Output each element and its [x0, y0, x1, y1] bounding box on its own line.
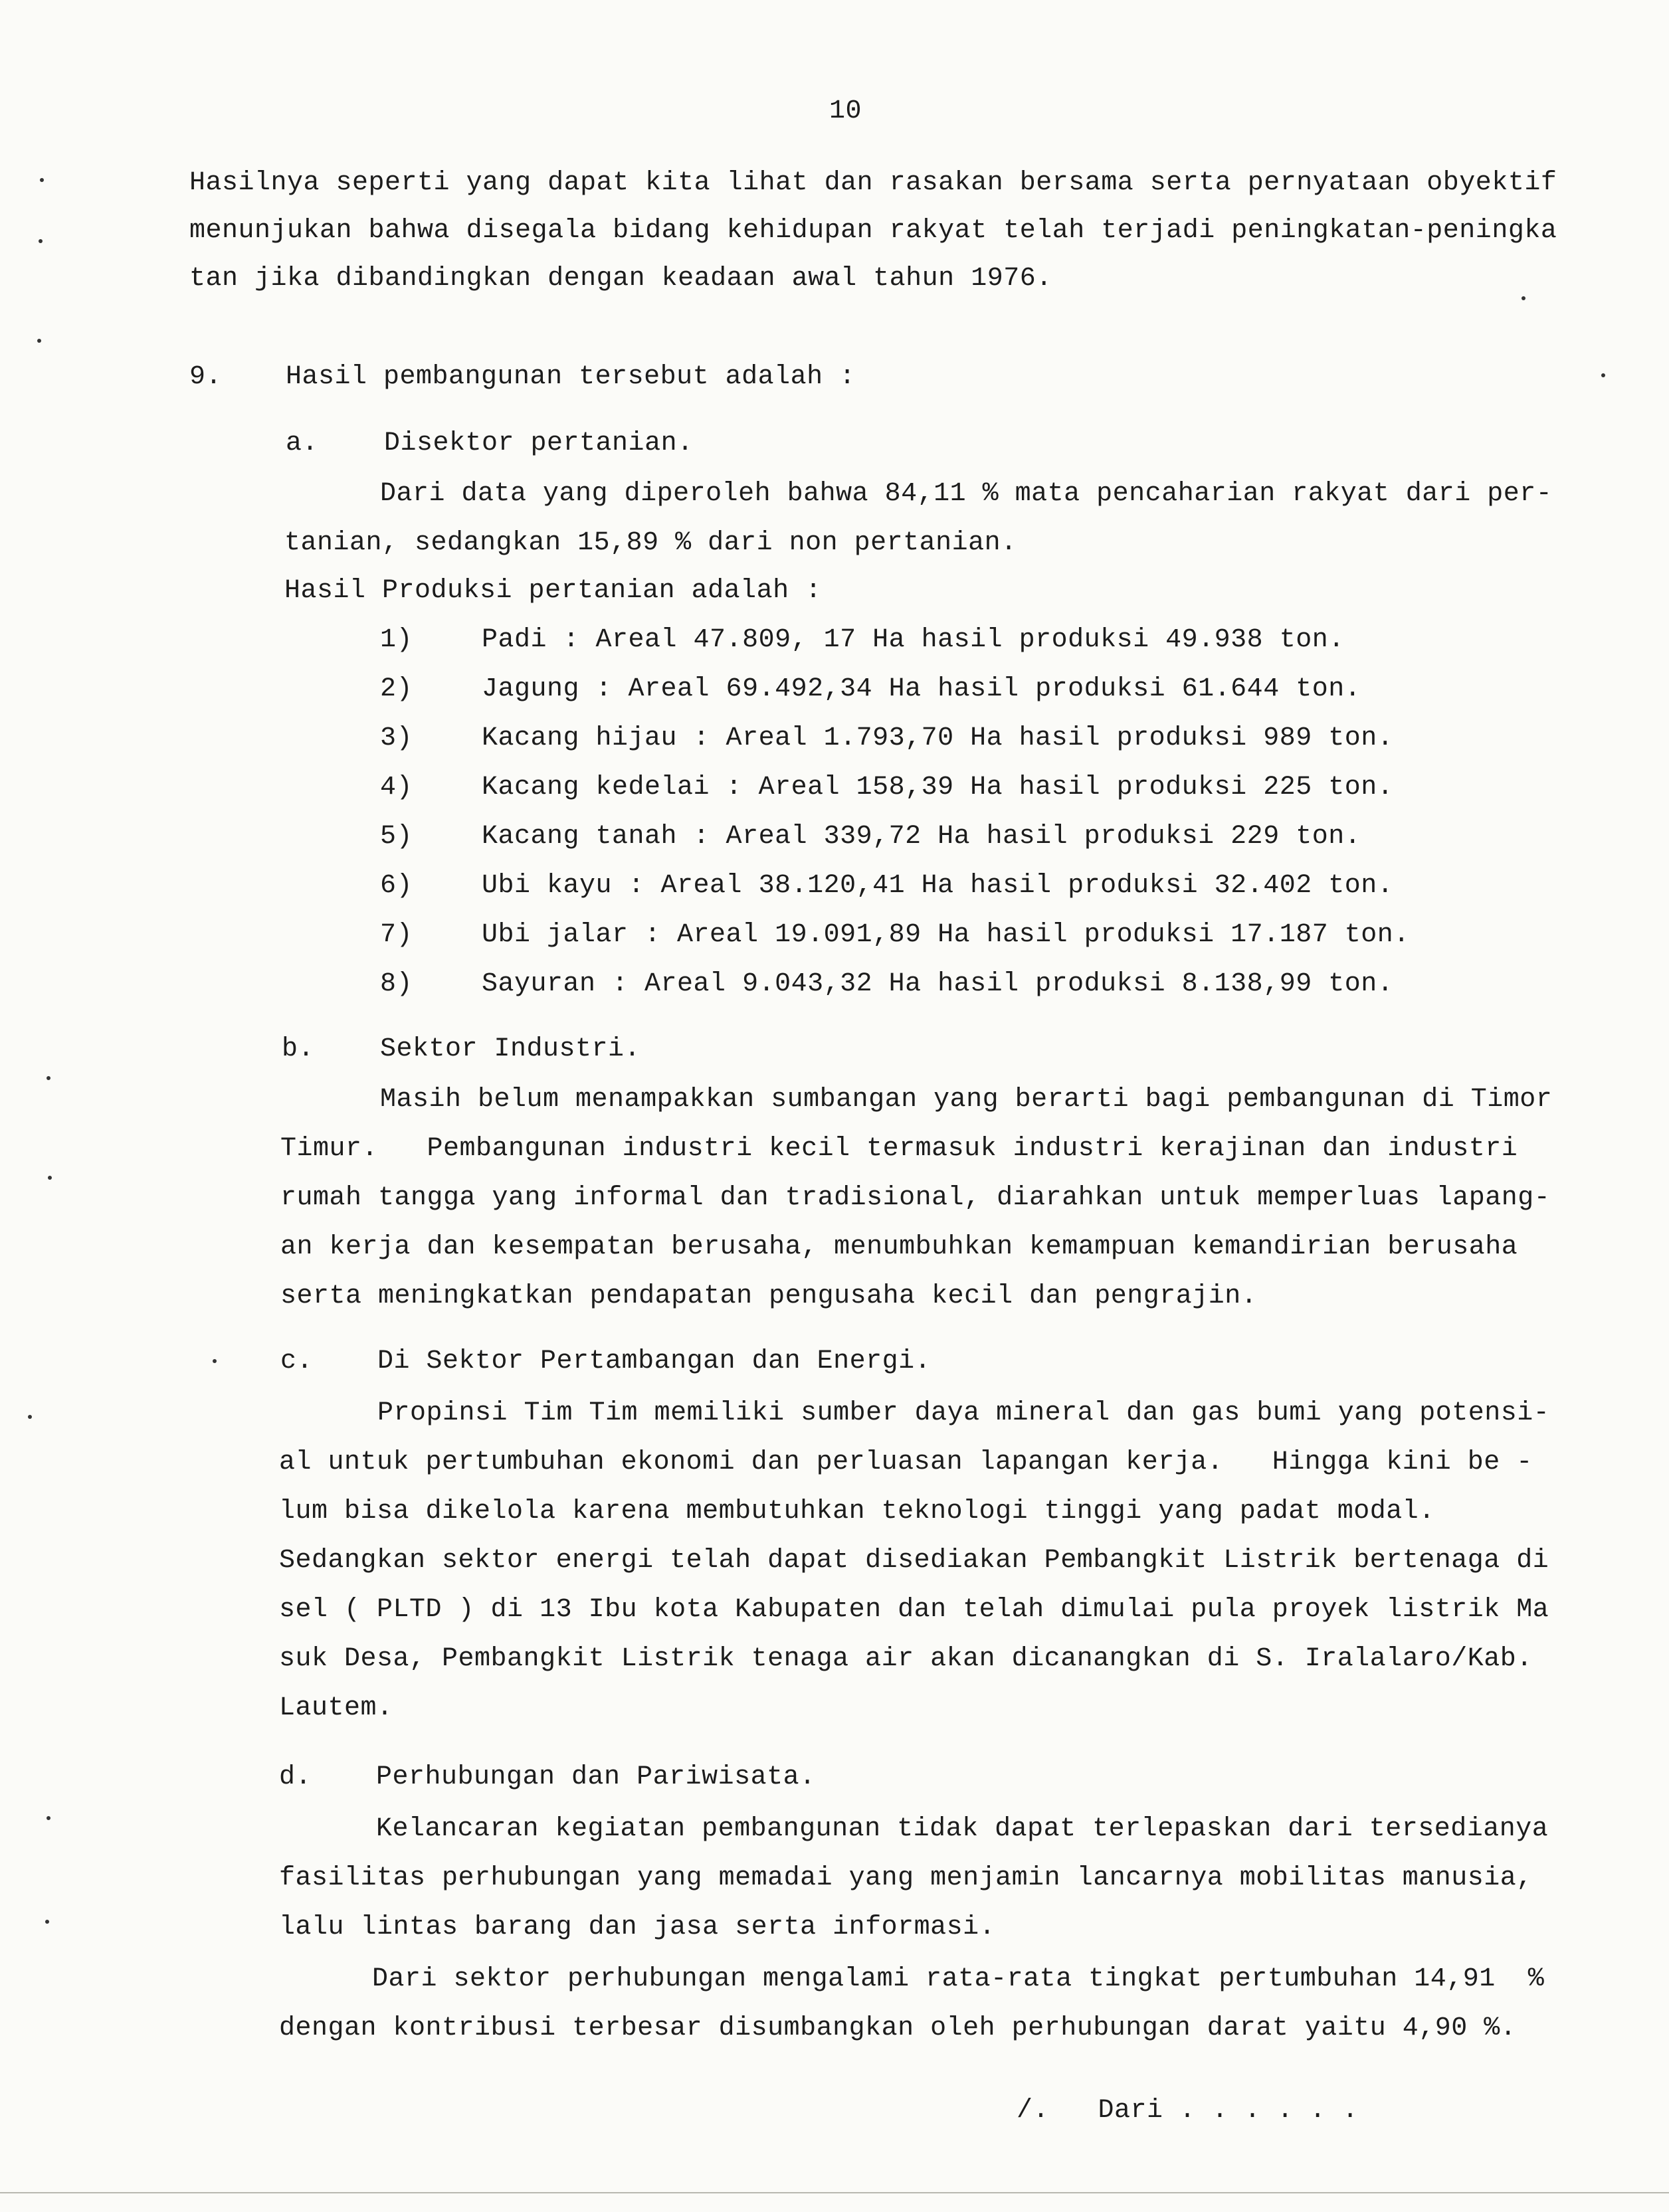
produksi-item-6-text: Ubi kayu : Areal 38.120,41 Ha hasil produksi 32.402 ton. [482, 871, 1394, 901]
scan-speck [40, 178, 44, 182]
section-c-line-2: al untuk pertumbuhan ekonomi dan perluasan lapangan kerja. Hingga kini be - [279, 1447, 1533, 1477]
produksi-heading: Hasil Produksi pertanian adalah : [284, 576, 822, 606]
section-c-line-5: sel ( PLTD ) di 13 Ibu kota Kabupaten dan telah dimulai pula proyek listrik Ma [279, 1595, 1549, 1625]
produksi-item-8-text: Sayuran : Areal 9.043,32 Ha hasil produksi 8.138,99 ton. [482, 969, 1394, 999]
produksi-item-7-num: 7) [380, 920, 413, 950]
point-9-text: Hasil pembangunan tersebut adalah : [286, 362, 856, 392]
intro-line-2: menunjukan bahwa disegala bidang kehidupan rakyat telah terjadi peningkatan-peningka [189, 216, 1557, 246]
section-d-title: Perhubungan dan Pariwisata. [376, 1762, 816, 1792]
scan-speck [28, 1415, 32, 1419]
produksi-item-4-num: 4) [380, 773, 413, 802]
scan-speck [1601, 373, 1605, 377]
scan-speck [45, 1920, 49, 1924]
section-c-line-4: Sedangkan sektor energi telah dapat disediakan Pembangkit Listrik bertenaga di [279, 1546, 1549, 1576]
produksi-item-6-num: 6) [380, 871, 413, 901]
section-d-label: d. [279, 1762, 312, 1792]
point-9-number: 9. [189, 362, 223, 392]
produksi-item-2-text: Jagung : Areal 69.492,34 Ha hasil produksi 61.644 ton. [482, 674, 1361, 704]
intro-line-3: tan jika dibandingkan dengan keadaan awal tahun 1976. [189, 264, 1052, 294]
produksi-item-7-text: Ubi jalar : Areal 19.091,89 Ha hasil produksi 17.187 ton. [482, 920, 1410, 950]
section-b-line-4: an kerja dan kesempatan berusaha, menumbuhkan kemampuan kemandirian berusaha [280, 1232, 1518, 1262]
produksi-item-8-num: 8) [380, 969, 413, 999]
scan-speck [213, 1359, 217, 1363]
produksi-item-3-num: 3) [380, 723, 413, 753]
scan-speck [48, 1176, 52, 1180]
produksi-item-1-text: Padi : Areal 47.809, 17 Ha hasil produksi 49.938 ton. [482, 625, 1345, 655]
section-d-line-1: Kelancaran kegiatan pembangunan tidak dapat terlepaskan dari tersedianya [376, 1814, 1549, 1844]
produksi-item-3-text: Kacang hijau : Areal 1.793,70 Ha hasil produksi 989 ton. [482, 723, 1394, 753]
scan-speck [1522, 296, 1525, 300]
section-c-line-7: Lautem. [279, 1693, 393, 1723]
scan-speck [37, 339, 41, 343]
scan-speck [39, 239, 43, 243]
scan-bottom-edge [0, 2192, 1669, 2193]
section-b-line-5: serta meningkatkan pendapatan pengusaha kecil dan pengrajin. [280, 1281, 1258, 1311]
section-a-para-2: tanian, sedangkan 15,89 % dari non pertanian. [284, 528, 1017, 558]
section-a-para-1: Dari data yang diperoleh bahwa 84,11 % mata pencaharian rakyat dari per- [380, 479, 1553, 509]
section-d-line-5: dengan kontribusi terbesar disumbangkan oleh perhubungan darat yaitu 4,90 %. [279, 2013, 1517, 2043]
section-d-line-4: Dari sektor perhubungan mengalami rata-rata tingkat pertumbuhan 14,91 % [372, 1964, 1545, 1994]
section-c-line-3: lum bisa dikelola karena membutuhkan teknologi tinggi yang padat modal. [279, 1497, 1435, 1526]
section-c-line-6: suk Desa, Pembangkit Listrik tenaga air akan dicanangkan di S. Iralalaro/Kab. [279, 1644, 1533, 1674]
section-c-line-1: Propinsi Tim Tim memiliki sumber daya mineral dan gas bumi yang potensi- [377, 1398, 1550, 1428]
section-c-label: c. [280, 1346, 314, 1376]
produksi-item-2-num: 2) [380, 674, 413, 704]
scan-speck [47, 1816, 50, 1820]
produksi-item-4-text: Kacang kedelai : Areal 158,39 Ha hasil produksi 225 ton. [482, 773, 1394, 802]
intro-line-1: Hasilnya seperti yang dapat kita lihat dan rasakan bersama serta pernyataan obyektif [189, 168, 1557, 198]
section-b-line-1: Masih belum menampakkan sumbangan yang berarti bagi pembangunan di Timor [380, 1085, 1553, 1115]
section-b-label: b. [282, 1034, 315, 1064]
section-b-line-3: rumah tangga yang informal dan tradisional, diarahkan untuk memperluas lapang- [280, 1183, 1551, 1213]
continuation-note: /. Dari . . . . . . [1017, 2096, 1359, 2126]
produksi-item-1-num: 1) [380, 625, 413, 655]
section-a-label: a. [286, 428, 319, 458]
page-number: 10 [829, 96, 862, 126]
produksi-item-5-num: 5) [380, 822, 413, 852]
section-d-line-3: lalu lintas barang dan jasa serta informasi. [279, 1912, 996, 1942]
produksi-item-5-text: Kacang tanah : Areal 339,72 Ha hasil produksi 229 ton. [482, 822, 1361, 852]
section-a-title: Disektor pertanian. [384, 428, 694, 458]
section-c-title: Di Sektor Pertambangan dan Energi. [377, 1346, 932, 1376]
section-d-line-2: fasilitas perhubungan yang memadai yang menjamin lancarnya mobilitas manusia, [279, 1863, 1533, 1893]
section-b-line-2: Timur. Pembangunan industri kecil termasuk industri kerajinan dan industri [280, 1134, 1518, 1164]
section-b-title: Sektor Industri. [380, 1034, 641, 1064]
scan-speck [47, 1076, 50, 1080]
